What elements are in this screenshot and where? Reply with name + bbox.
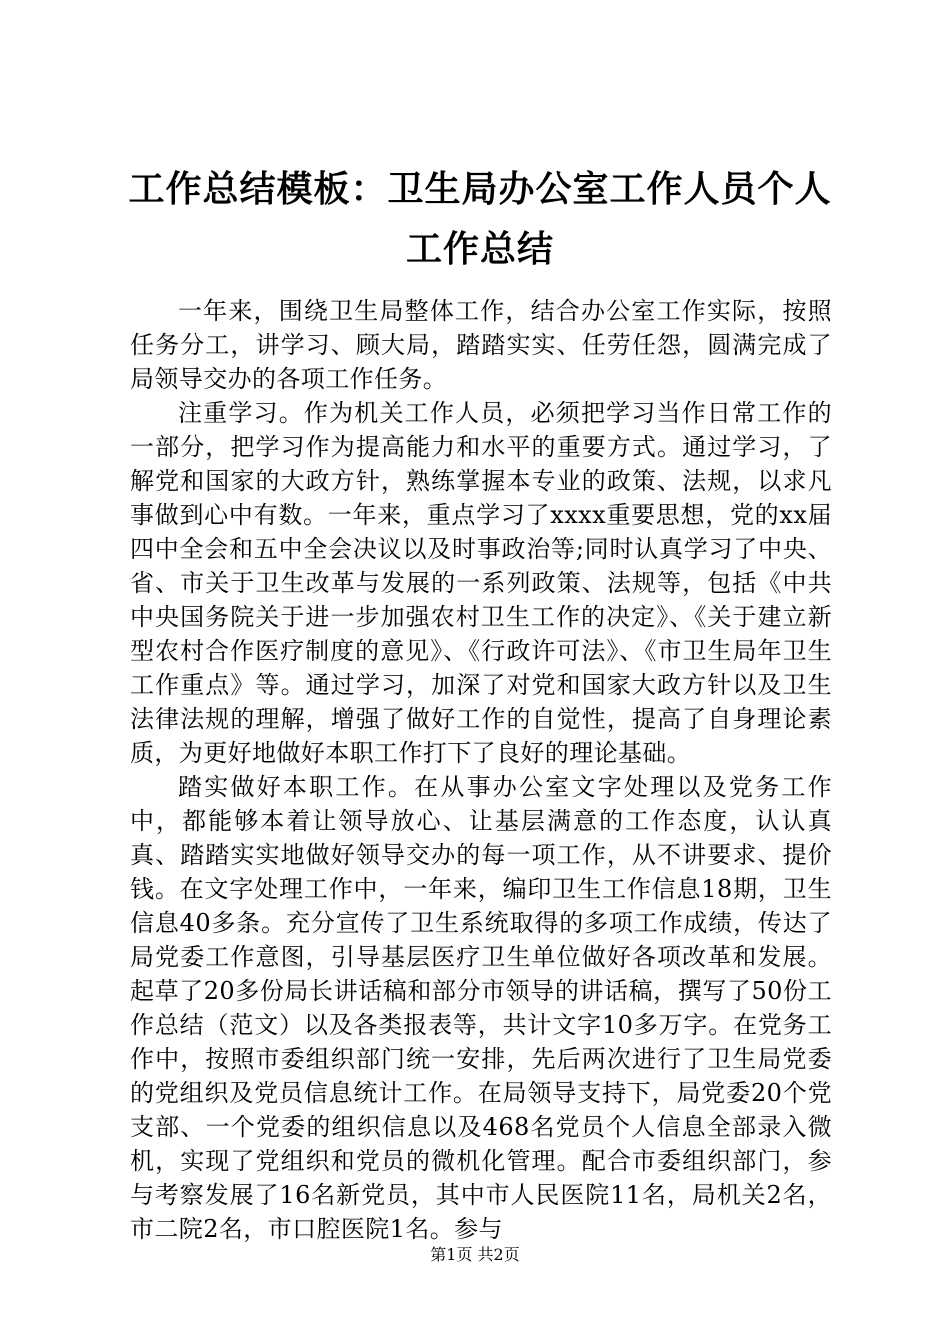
document-title: 工作总结模板：卫生局办公室工作人员个人工作总结 (128, 169, 832, 270)
paragraph-work: 踏实做好本职工作。在从事办公室文字处理以及党务工作中，都能够本着让领导放心、让基层满意的工作态度，认认真真、踏踏实实地做好领导交办的每一项工作，从不讲要求、提价钱。在文字处理工作中，一年来，编印卫生工作信息18期，卫生信息40多条。充分宣传了卫生系统取得的多项工作成绩，传达了局党委工作意图，引导基层医疗卫生单位做好各项改革和发展。起草了20多份局长讲话稿和部分市领导的讲话稿，撰写了50份工作总结（范文）以及各类报表等，共计文字10多万字。在党务工作中，按照市委组织部门统一安排，先后两次进行了卫生局党委的党组织及党员信息统计工作。在局领导支持下，局党委20个党支部、一个党委的组织信息以及468名党员个人信息全部录入微机，实现了党组织和党员的微机化管理。配合市委组织部门，参与考察发展了16名新党员，其中市人民医院11名，局机关2名，市二院2名，市口腔医院1名。参与 (130, 773, 832, 1243)
paragraph-study: 注重学习。作为机关工作人员，必须把学习当作日常工作的一部分，把学习作为提高能力和水平的重要方式。通过学习，了解党和国家的大政方针，熟练掌握本专业的政策、法规，以求凡事做到心中有数。一年来，重点学习了xxxx重要思想，党的xx届四中全会和五中全会决议以及时事政治等;同时认真学习了中央、省、市关于卫生改革与发展的一系列政策、法规等，包括《中共中央国务院关于进一步加强农村卫生工作的决定》、《关于建立新型农村合作医疗制度的意见》、《行政许可法》、《市卫生局年卫生工作重点》等。通过学习，加深了对党和国家大政方针以及卫生法律法规的理解，增强了做好工作的自觉性，提高了自身理论素质，为更好地做好本职工作打下了良好的理论基础。 (130, 399, 832, 767)
page-footer: 第1页 共2页 (430, 1245, 520, 1264)
paragraph-intro: 一年来，围绕卫生局整体工作，结合办公室工作实际，按照任务分工，讲学习、顾大局，踏踏实实、任劳任怨，圆满完成了局领导交办的各项工作任务。 (130, 297, 832, 393)
document-body (130, 294, 832, 1246)
